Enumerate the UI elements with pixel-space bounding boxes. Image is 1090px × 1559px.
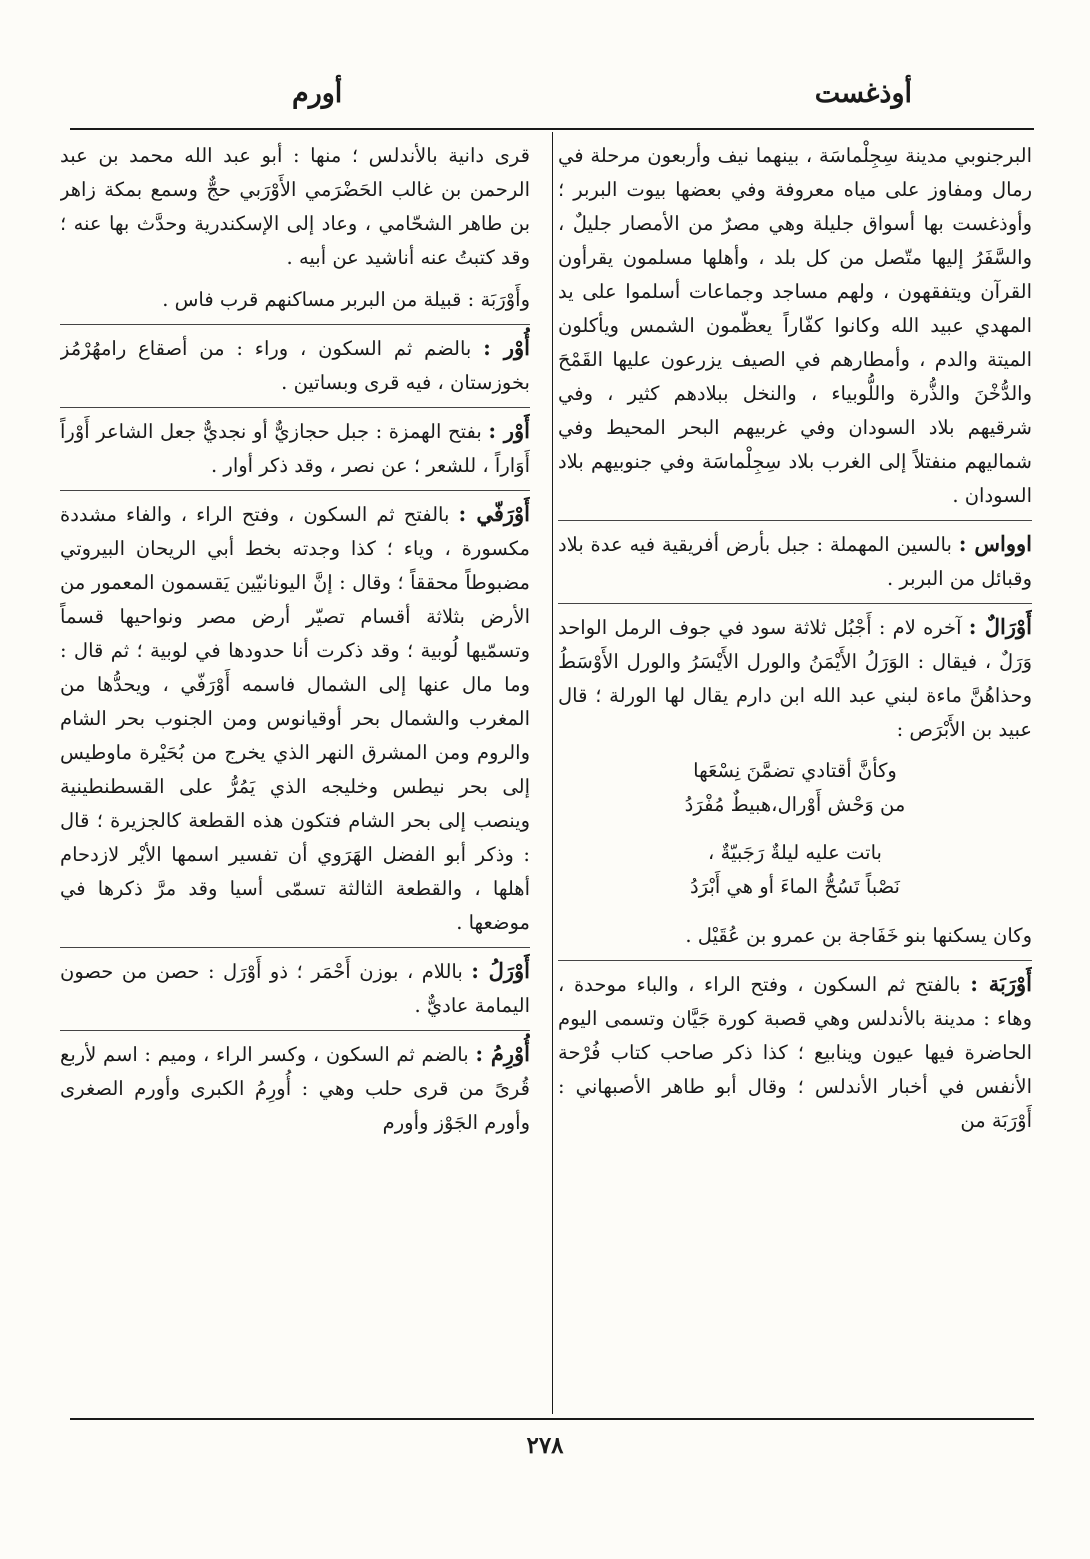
entry-awraba: [558, 960, 1032, 1138]
entry-text: آخره لام : أَجْبُل ثلاثة سود في جوف الرمل الواحد وَرَلٌ ، فيقال : الوَرَلُ الأَيْمَنُ والورل الأَيْسَرُ والورل الأَوْسَطُ وحذاهُنَّ ماءة لبني عبد الله ابن دارم يقال لها الورلة ؛ قال عبيد بن الأَبْرَص :: [558, 616, 1032, 741]
entry-headword: أَوْرَبَة :: [970, 971, 1032, 996]
entry-text: قرى دانية بالأندلس ؛ منها : أبو عبد الله محمد بن عبد الرحمن بن غالب الحَضْرَمي الأَوْرَبي حجٌّ وسمع بمكة زاهر بن طاهر الشحّامي ، وعاد إلى الإسكندرية وحدَّث بها عنه ؛ وقد كتبتُ عنه أناشيد عن أبيه .: [60, 144, 530, 269]
entry-text: بالسين المهملة : جبل بأرض أفريقية فيه عدة بلاد وقبائل من البربر .: [558, 533, 1032, 590]
left-column: [60, 138, 530, 1414]
bottom-rule: [70, 1418, 1034, 1420]
poem-verse-2: [558, 836, 1032, 904]
entry-text: باللام ، بوزن أَحْمَر ؛ ذو أَوْرَل : حصن من حصون اليمامة عاديٌّ .: [60, 960, 530, 1017]
verse-line: وكأنَّ أقتادي تضمَّنَ نِسْعَها: [693, 759, 897, 782]
entry-ur: [60, 324, 530, 400]
running-head-right: أوذغست: [814, 78, 912, 109]
top-rule: [70, 128, 1034, 130]
right-column: [558, 138, 1032, 1414]
entry-text: بالضم ثم السكون ، وراء : من أصقاع رامهُرْمُز بخوزستان ، فيه قرى وبساتين .: [60, 337, 530, 394]
verse-line: من وَحْش أَوْرال،هبيطٌ مُفْرَدُ: [684, 793, 906, 816]
running-head-left: أورم: [292, 78, 343, 109]
entry-awral-fort: [60, 947, 530, 1023]
verse-line: باتت عليه ليلةٌ رَجَبيّةٌ ،: [708, 841, 882, 864]
entry-text: وأَوْرَبَة : قبيلة من البربر مساكنهم قرب فاس .: [162, 288, 530, 311]
entry-awraba-cont: [60, 138, 530, 275]
entry-headword: أُوْرِمُ :: [475, 1041, 530, 1066]
entry-awraba-tribe: [60, 282, 530, 317]
verse-line: نَصْباً تَسُحُّ الماءَ أو هي أَبْرَدُ: [690, 875, 900, 898]
entry-awral-end: [558, 918, 1032, 953]
entry-awral: [558, 603, 1032, 747]
entry-urim: [60, 1030, 530, 1140]
entry-text: بفتح الهمزة : جبل حجازيٌّ أو نجديٌّ جعل الشاعر أَوْراً أَوَاراً ، للشعر ؛ عن نصر ، وقد ذكر أوار .: [60, 420, 530, 477]
entry-headword: أَوْرَلُ :: [471, 958, 530, 983]
page-number: ٢٧٨: [526, 1432, 564, 1459]
entry-awwas: [558, 520, 1032, 596]
entry-headword: أَوْرَالٌ :: [968, 614, 1032, 639]
entry-text: بالضم ثم السكون ، وكسر الراء ، وميم : اسم لأربع قُرىً من قرى حلب وهي : أُورِمُ الكبرى وأورم الصغرى وأورم الجَوْز وأورم: [60, 1043, 530, 1134]
entry-text: بالفتح ثم السكون ، وفتح الراء ، والباء موحدة ، وهاء : مدينة بالأندلس وهي قصبة كورة جَيَّان وتسمى اليوم الحاضرة فيها عيون وينابيع ؛ كذا ذكر صاحب كتاب فُرْحة الأنفس في أخبار الأندلس ؛ وقال أبو طاهر الأصبهاني : أَوْرَبَة من: [558, 973, 1032, 1132]
column-divider: [552, 132, 553, 1414]
entry-headword: أَوْرَفّي :: [458, 501, 530, 526]
entry-continuation: [558, 138, 1032, 513]
entry-text: وكان يسكنها بنو خَفَاجة بن عمرو بن عُقَيْل .: [685, 924, 1032, 947]
entry-headword: أَوْر :: [488, 418, 530, 443]
entry-headword: أُوْر :: [483, 335, 530, 360]
entry-text: بالفتح ثم السكون ، وفتح الراء ، والفاء مشددة مكسورة ، وياء ؛ كذا وجدته بخط أبي الريحان البيروتي مضبوطاً محققاً ؛ وقال : إنَّ اليونانيّين يَقسمون المعمور من الأرض بثلاثة أقسام تصيّر أرض مصر ونواحيها قسماً وتسمّيها لُوبية ؛ وقد ذكرت أنا حدودها في لوبية ؛ ثم قال : وما مال عنها إلى الشمال فاسمه أَوْرَفّي ، ويحدُّها من المغرب والشمال بحر أوقيانوس ومن الجنوب بحر الشام والروم ومن المشرق النهر الذي يخرج من بُحَيْرة ماوطيس إلى بحر نيطس وخليجه الذي يَمُرُّ على القسطنطينية وينصب إلى بحر الشام فتكون هذه القطعة كالجزيرة ؛ قال : وذكر أبو الفضل الهَرَوي أن تفسير اسمها الأيْر لازدحام أهلها ، والقطعة الثالثة تسمّى أسيا وقد مرَّ ذكرها في موضعها .: [60, 503, 530, 934]
entry-awr: [60, 407, 530, 483]
entry-awrafi: [60, 490, 530, 940]
poem-verse-1: [558, 754, 1032, 822]
entry-text: البرجنوبي مدينة سِجِلْماسَة ، بينهما نيف وأربعون مرحلة في رمال ومفاوز على مياه معروفة وفي بعضها بيوت البربر ؛ وأوذغست بها أسواق جليلة وهي مصرٌ من الأمصار جليلٌ ، والسَّفَرُ إليها متّصل من كل بلد ، وأهلها مسلمون يقرأون القرآن ويتفقهون ، ولهم مساجد وجماعات أسلموا على يد المهدي عبيد الله وكانوا كفّاراً يعظّمون الشمس ويأكلون الميتة والدم ، وأمطارهم في الصيف يزرعون عليها القَمْحَ والدُّخْنَ والذُّرة واللُّوبياء ، والنخل ببلادهم كثير ، وفي شرقيهم بلاد السودان وفي غربيهم البحر المحيط وفي شماليهم منفتلاً إلى الغرب بلاد سِجِلْماسَة وفي جنوبيهم بلاد السودان .: [558, 144, 1032, 507]
entry-headword: اوواس :: [958, 531, 1032, 556]
